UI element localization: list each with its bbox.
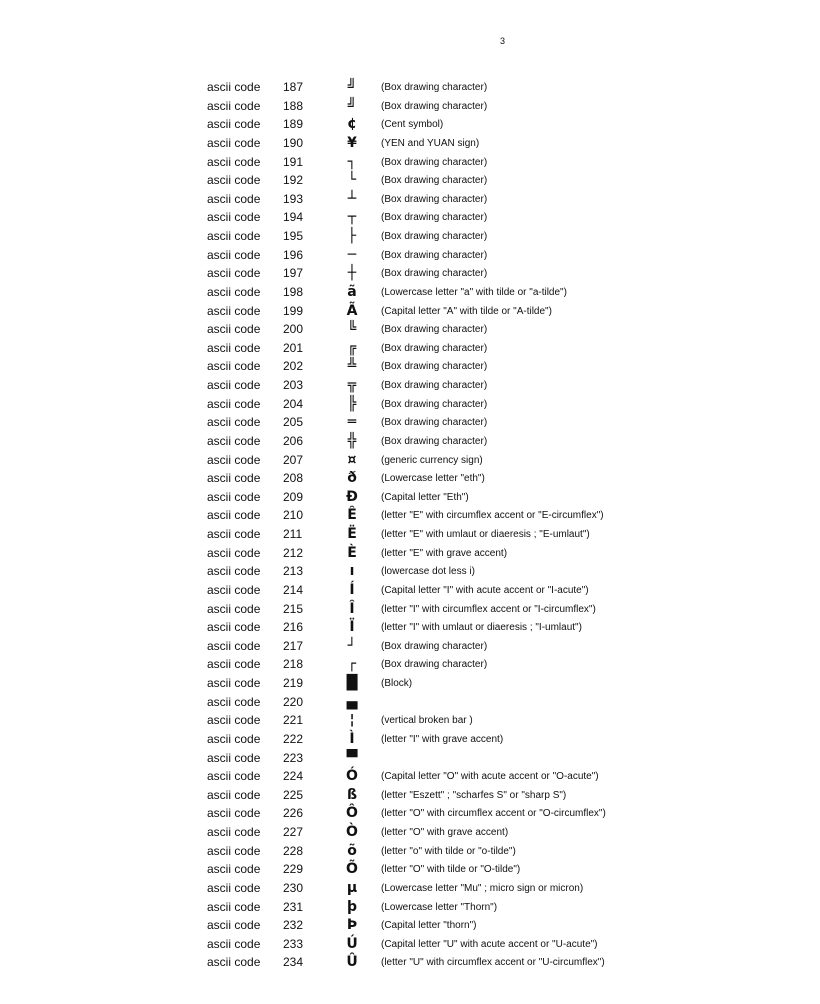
row-description: (Capital letter "U" with acute accent or "U-acute") xyxy=(381,938,598,950)
row-description: (Box drawing character) xyxy=(381,417,488,429)
page-number: 3 xyxy=(500,36,506,46)
row-glyph: Í xyxy=(349,581,355,598)
row-code: 205 xyxy=(283,415,304,430)
table-row xyxy=(0,674,820,693)
row-glyph: ╩ xyxy=(347,358,357,375)
row-description: (Capital letter "thorn") xyxy=(381,920,477,932)
row-code: 187 xyxy=(283,80,304,94)
row-glyph: █ xyxy=(346,675,358,691)
table-row xyxy=(0,227,820,246)
row-glyph: È xyxy=(347,544,357,561)
row-glyph: Ð xyxy=(346,488,358,505)
row-description: (Capital letter "Eth") xyxy=(381,491,469,503)
row-code: 227 xyxy=(283,825,304,839)
row-glyph: ┬ xyxy=(347,209,357,226)
row-code: 203 xyxy=(283,378,304,392)
table-row xyxy=(0,581,820,600)
table-row xyxy=(0,97,820,116)
row-label: ascii code xyxy=(207,936,261,951)
row-description: (YEN and YUAN sign) xyxy=(381,137,480,149)
row-label: ascii code xyxy=(207,415,261,430)
table-row xyxy=(0,134,820,153)
row-code: 210 xyxy=(283,508,304,523)
row-code: 193 xyxy=(283,191,304,206)
row-description: (Capital letter "A" with tilde or "A-tilde") xyxy=(381,305,552,317)
row-glyph: ¤ xyxy=(347,451,357,468)
row-description: (Box drawing character) xyxy=(381,82,488,93)
row-description: (letter "I" with circumflex accent or "I-circumflex") xyxy=(381,603,596,615)
row-code: 215 xyxy=(283,601,304,616)
row-label: ascii code xyxy=(207,396,261,411)
row-label: ascii code xyxy=(207,694,261,709)
table-row xyxy=(0,711,820,730)
row-label: ascii code xyxy=(207,676,261,690)
table-row xyxy=(0,153,820,172)
row-glyph: ¦ xyxy=(349,712,355,729)
table-row xyxy=(0,283,820,302)
row-glyph: Ê xyxy=(347,507,357,524)
row-glyph: ð xyxy=(347,470,357,487)
table-row xyxy=(0,935,820,954)
row-glyph: Ú xyxy=(346,935,358,952)
row-label: ascii code xyxy=(207,899,261,914)
row-label: ascii code xyxy=(207,620,261,635)
row-label: ascii code xyxy=(207,545,261,560)
row-glyph: ß xyxy=(346,786,358,803)
row-glyph: ╔ xyxy=(347,339,357,356)
table-row xyxy=(0,171,820,190)
row-description: (letter "U" with circumflex accent or "U-circumflex") xyxy=(381,957,605,969)
row-label: ascii code xyxy=(207,135,261,150)
row-glyph: ¢ xyxy=(347,116,357,133)
row-description: (Lowercase letter "Mu" ; micro sign or micron) xyxy=(381,882,584,894)
row-code: 206 xyxy=(283,433,304,448)
row-label: ascii code xyxy=(207,601,261,616)
table-row xyxy=(0,749,820,768)
row-description: (Lowercase letter "Thorn") xyxy=(381,901,498,913)
row-label: ascii code xyxy=(207,787,261,802)
row-code: 209 xyxy=(283,489,304,504)
table-row xyxy=(0,320,820,339)
row-label: ascii code xyxy=(207,359,261,374)
row-glyph: ı xyxy=(349,563,355,580)
table-row xyxy=(0,246,820,265)
table-row xyxy=(0,898,820,917)
table-row xyxy=(0,357,820,376)
row-glyph: ┘ xyxy=(347,637,357,654)
row-label: ascii code xyxy=(207,98,261,113)
table-row xyxy=(0,432,820,451)
table-row xyxy=(0,842,820,861)
row-description: (Lowercase letter "a" with tilde or "a-tilde") xyxy=(381,286,567,298)
row-code: 218 xyxy=(283,657,304,672)
row-label: ascii code xyxy=(207,918,261,933)
row-code: 228 xyxy=(283,843,304,858)
row-code: 221 xyxy=(283,713,304,728)
row-label: ascii code xyxy=(207,508,261,523)
row-glyph: õ xyxy=(347,842,357,859)
row-label: ascii code xyxy=(207,322,261,337)
row-glyph: ╝ xyxy=(347,97,357,114)
row-code: 233 xyxy=(283,936,304,951)
row-label: ascii code xyxy=(207,433,261,448)
row-code: 192 xyxy=(283,173,304,188)
row-description: (Box drawing character) xyxy=(381,324,488,336)
table-row xyxy=(0,953,820,972)
row-glyph: Õ xyxy=(346,861,358,878)
row-description: (vertical broken bar ) xyxy=(381,715,473,727)
table-row xyxy=(0,600,820,619)
table-row xyxy=(0,395,820,414)
row-label: ascii code xyxy=(207,825,261,839)
row-description: (Box drawing character) xyxy=(381,361,488,373)
row-code: 226 xyxy=(283,806,304,821)
row-description: (Box drawing character) xyxy=(381,193,488,205)
row-label: ascii code xyxy=(207,806,261,821)
row-label: ascii code xyxy=(207,266,261,281)
table-row xyxy=(0,78,820,97)
row-label: ascii code xyxy=(207,247,261,262)
row-label: ascii code xyxy=(207,154,261,169)
row-label: ascii code xyxy=(207,713,261,728)
row-description: (letter "I" with grave accent) xyxy=(381,733,504,745)
row-label: ascii code xyxy=(207,489,261,504)
row-glyph: þ xyxy=(346,898,358,915)
row-glyph: ▀ xyxy=(346,749,358,766)
row-code: 204 xyxy=(283,396,304,411)
row-glyph: Î xyxy=(349,600,355,617)
table-row xyxy=(0,376,820,395)
ascii-table xyxy=(0,78,820,972)
row-description: (Box drawing character) xyxy=(381,380,488,391)
row-code: 216 xyxy=(283,620,304,635)
row-code: 198 xyxy=(283,284,304,299)
table-row xyxy=(0,618,820,637)
row-label: ascii code xyxy=(207,527,261,541)
row-description: (Box drawing character) xyxy=(381,212,488,224)
row-label: ascii code xyxy=(207,303,261,318)
row-glyph: ╦ xyxy=(347,377,357,393)
row-code: 229 xyxy=(283,862,304,877)
row-description: (Box drawing character) xyxy=(381,640,488,652)
row-glyph: Ô xyxy=(346,805,358,822)
row-description: (letter "O" with circumflex accent or "O-circumflex") xyxy=(381,808,606,820)
row-label: ascii code xyxy=(207,564,261,579)
row-code: 196 xyxy=(283,247,304,262)
row-code: 217 xyxy=(283,638,304,653)
row-code: 195 xyxy=(283,229,304,243)
row-description: (Lowercase letter "eth") xyxy=(381,473,485,485)
row-code: 223 xyxy=(283,750,304,765)
row-glyph: Ó xyxy=(346,768,358,785)
row-code: 231 xyxy=(283,899,304,914)
row-code: 194 xyxy=(283,210,304,225)
row-code: 214 xyxy=(283,582,304,597)
row-glyph: Ò xyxy=(346,824,358,840)
table-row xyxy=(0,190,820,209)
row-glyph: Þ xyxy=(346,917,358,934)
row-label: ascii code xyxy=(207,284,261,299)
row-glyph: └ xyxy=(347,172,357,189)
table-row xyxy=(0,339,820,358)
row-description: (Capital letter "I" with acute accent or "I-acute") xyxy=(381,584,589,596)
row-code: 208 xyxy=(283,471,304,486)
row-code: 190 xyxy=(283,135,304,150)
row-description: (lowercase dot less i) xyxy=(381,566,475,578)
table-row xyxy=(0,264,820,283)
row-glyph: ═ xyxy=(347,414,357,431)
row-glyph: Ã xyxy=(346,302,358,319)
row-code: 200 xyxy=(283,322,304,337)
row-code: 222 xyxy=(283,731,304,746)
row-label: ascii code xyxy=(207,731,261,746)
row-description: (Block) xyxy=(381,678,413,689)
table-row xyxy=(0,879,820,898)
row-glyph: ┐ xyxy=(347,153,357,170)
table-row xyxy=(0,208,820,227)
row-code: 199 xyxy=(283,303,304,318)
row-glyph: Ì xyxy=(349,730,355,747)
row-glyph: µ xyxy=(346,879,358,896)
row-description: (letter "o" with tilde or "o-tilde") xyxy=(381,845,516,857)
row-code: 202 xyxy=(283,359,304,374)
row-glyph: ╝ xyxy=(347,79,357,95)
row-description: (letter "E" with grave accent) xyxy=(381,547,508,559)
table-row xyxy=(0,488,820,507)
row-glyph: ─ xyxy=(347,246,357,263)
table-row xyxy=(0,655,820,674)
row-glyph: ╠ xyxy=(347,395,357,412)
row-label: ascii code xyxy=(207,173,261,188)
row-code: 191 xyxy=(283,154,304,169)
row-description: (Box drawing character) xyxy=(381,249,488,261)
row-description: (Box drawing character) xyxy=(381,342,488,354)
row-description: (Box drawing character) xyxy=(381,100,488,112)
row-code: 189 xyxy=(283,117,304,132)
row-code: 212 xyxy=(283,545,304,560)
row-description: (Box drawing character) xyxy=(381,231,488,242)
table-row xyxy=(0,637,820,656)
row-glyph: ▄ xyxy=(346,693,358,710)
table-row xyxy=(0,804,820,823)
row-label: ascii code xyxy=(207,117,261,132)
row-code: 220 xyxy=(283,694,304,709)
row-description: (Box drawing character) xyxy=(381,435,488,447)
row-code: 224 xyxy=(283,769,304,784)
row-label: ascii code xyxy=(207,638,261,653)
table-row xyxy=(0,544,820,563)
row-glyph: ╚ xyxy=(347,321,357,338)
row-label: ascii code xyxy=(207,191,261,206)
row-label: ascii code xyxy=(207,843,261,858)
row-code: 225 xyxy=(283,787,304,802)
row-code: 188 xyxy=(283,98,304,113)
row-description: (Capital letter "O" with acute accent or "O-acute") xyxy=(381,771,599,783)
row-label: ascii code xyxy=(207,750,261,765)
row-description: (letter "O" with tilde or "O-tilde") xyxy=(381,864,521,876)
row-label: ascii code xyxy=(207,229,261,243)
row-code: 213 xyxy=(283,564,304,579)
row-description: (letter "E" with circumflex accent or "E-circumflex") xyxy=(381,510,604,522)
row-label: ascii code xyxy=(207,210,261,225)
table-row xyxy=(0,730,820,749)
row-code: 197 xyxy=(283,266,304,281)
row-glyph: ¥ xyxy=(347,134,357,151)
row-label: ascii code xyxy=(207,80,261,94)
row-description: (letter "I" with umlaut or diaeresis ; "I-umlaut") xyxy=(381,622,582,634)
row-label: ascii code xyxy=(207,880,261,895)
row-label: ascii code xyxy=(207,862,261,877)
row-description: (generic currency sign) xyxy=(381,454,483,466)
row-glyph: Û xyxy=(346,954,358,971)
row-glyph: ┼ xyxy=(347,265,357,282)
table-row xyxy=(0,562,820,581)
table-row xyxy=(0,916,820,935)
row-label: ascii code xyxy=(207,452,261,467)
row-glyph: Ï xyxy=(349,619,355,636)
table-row xyxy=(0,506,820,525)
row-description: (Box drawing character) xyxy=(381,175,488,187)
row-code: 232 xyxy=(283,918,304,933)
row-label: ascii code xyxy=(207,657,261,672)
row-label: ascii code xyxy=(207,378,261,392)
row-glyph: ┴ xyxy=(347,190,357,207)
row-glyph: Ë xyxy=(347,526,357,542)
row-code: 207 xyxy=(283,452,304,467)
table-row xyxy=(0,451,820,470)
row-label: ascii code xyxy=(207,471,261,486)
row-code: 201 xyxy=(283,340,304,355)
row-label: ascii code xyxy=(207,769,261,784)
row-description: (Box drawing character) xyxy=(381,268,488,280)
row-description: (Box drawing character) xyxy=(381,156,488,168)
row-code: 230 xyxy=(283,880,304,895)
table-row xyxy=(0,413,820,432)
row-label: ascii code xyxy=(207,582,261,597)
row-glyph: ã xyxy=(347,283,357,300)
table-row xyxy=(0,693,820,712)
row-description: (Box drawing character) xyxy=(381,659,488,671)
row-label: ascii code xyxy=(207,340,261,355)
row-description: (letter "O" with grave accent) xyxy=(381,827,509,838)
table-row xyxy=(0,525,820,544)
table-row xyxy=(0,115,820,134)
row-glyph: ╬ xyxy=(347,432,357,449)
table-row xyxy=(0,469,820,488)
table-row xyxy=(0,786,820,805)
row-description: (Cent symbol) xyxy=(381,119,444,131)
table-row xyxy=(0,767,820,786)
row-glyph: ┌ xyxy=(347,656,357,673)
row-code: 219 xyxy=(283,676,304,690)
row-label: ascii code xyxy=(207,955,261,970)
row-description: (letter "Eszett" ; "scharfes S" or "sharp S") xyxy=(381,789,567,801)
row-code: 234 xyxy=(283,955,304,970)
row-glyph: ├ xyxy=(347,228,357,244)
table-row xyxy=(0,823,820,842)
table-row xyxy=(0,860,820,879)
row-description: (letter "E" with umlaut or diaeresis ; "E-umlaut") xyxy=(381,529,590,540)
row-code: 211 xyxy=(283,527,303,541)
row-description: (Box drawing character) xyxy=(381,398,488,410)
table-row xyxy=(0,302,820,321)
